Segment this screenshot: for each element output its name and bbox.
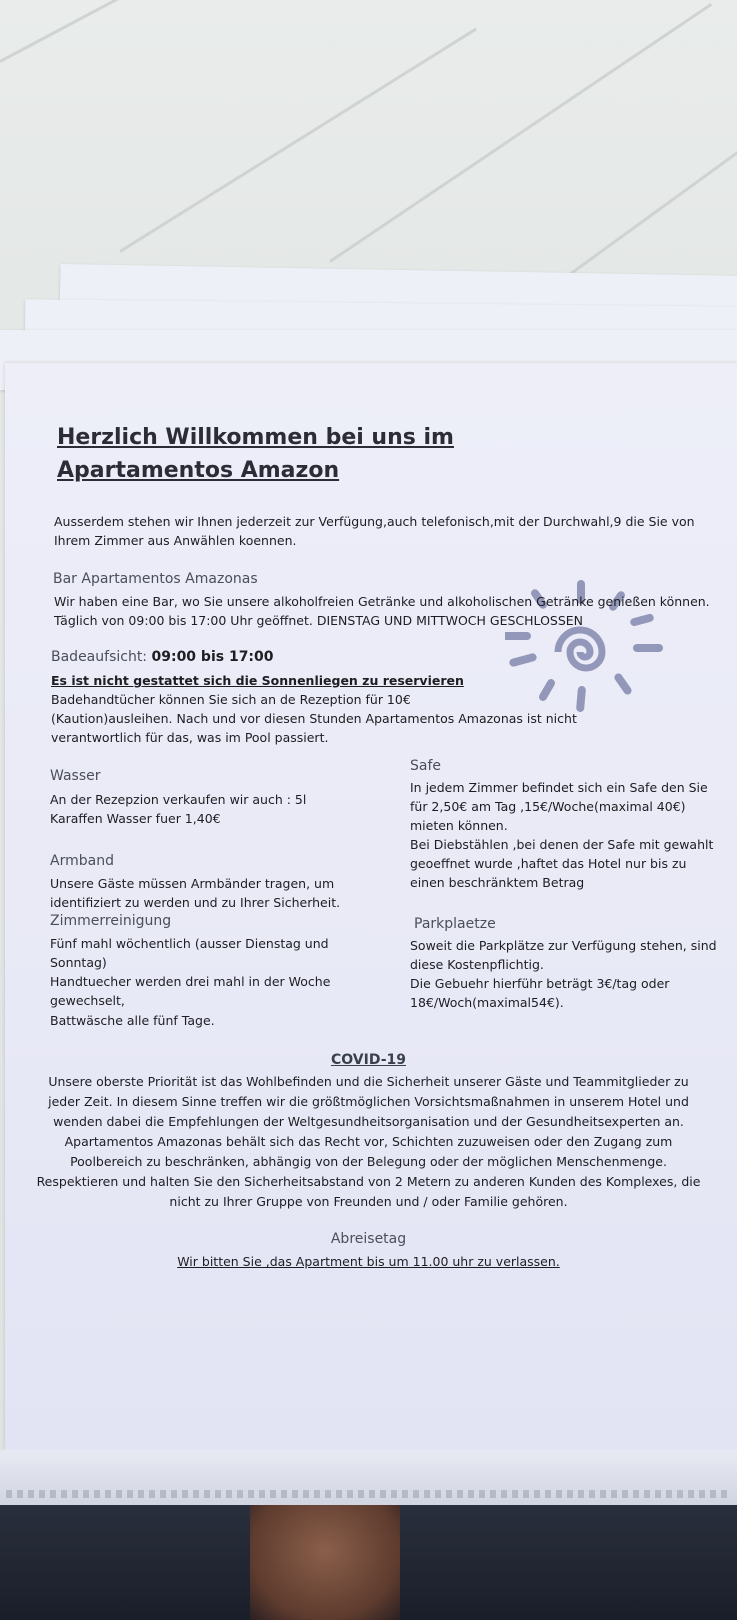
bade-hours: 09:00 bis 17:00 (151, 649, 274, 665)
plank-line (0, 0, 266, 63)
park-line2: diese Kostenpflichtig. (410, 957, 544, 972)
wasser-line1: An der Rezepzion verkaufen wir auch : 5l (50, 792, 307, 807)
safe-line4: Bei Diebstählen ,bei denen der Safe mit gewahlt (410, 837, 714, 852)
bade-warning: Es ist nicht gestattet sich die Sonnenliegen zu reservieren (51, 673, 464, 688)
safe-line3: mieten können. (410, 818, 508, 833)
park-line4: 18€/Woch(maximal54€). (410, 995, 564, 1010)
page-title-line1: Herzlich Willkommen bei uns im (57, 425, 454, 450)
armband-line1: Unsere Gäste müssen Armbänder tragen, um (50, 876, 335, 891)
armband-line2: identifiziert zu werden und zu Ihrer Sicherheit. (50, 895, 341, 910)
hand-shadow (250, 1505, 400, 1620)
page-title-line2: Apartamentos Amazon (57, 458, 340, 483)
covid-line: jeder Zeit. In diesem Sinne treffen wir die größtmöglichen Vorsichtsmaßnahmen in unserem Hotel und (48, 1094, 689, 1109)
bade-row (51, 649, 274, 665)
covid-line: Poolbereich zu beschränken, abhängig von der Belegung oder der möglichen Menschenmenge. (70, 1154, 667, 1169)
park-line3: Die Gebuehr hierführ beträgt 3€/tag oder (410, 976, 670, 991)
bade-line1: Badehandtücher können Sie sich an de Rezeption für 10€ (51, 692, 411, 707)
wasser-heading: Wasser (50, 768, 101, 784)
plastic-sleeve (0, 1450, 737, 1510)
covid-line: wenden dabei die Empfehlungen der Weltgesundheitsorganisation und der Gesundheitsexperten an. (53, 1114, 684, 1129)
park-line1: Soweit die Parkplätze zur Verfügung stehen, sind (410, 938, 717, 953)
safe-heading: Safe (410, 758, 442, 774)
bade-label: Badeaufsicht: (51, 649, 148, 665)
abreise-heading: Abreisetag (330, 1231, 407, 1247)
park-heading: Parkplaetze (414, 916, 496, 932)
covid-line: Respektieren und halten Sie den Sicherheitsabstand von 2 Metern zu anderen Kunden des Komplexes, die (36, 1174, 701, 1189)
bar-line2: Täglich von 09:00 bis 17:00 Uhr geöffnet. DIENSTAG UND MITTWOCH GESCHLOSSEN (54, 613, 584, 628)
bade-line2: (Kaution)ausleihen. Nach und vor diesen Stunden Apartamentos Amazonas ist nicht (51, 711, 577, 726)
zimmer-line2: Sonntag) (50, 955, 107, 970)
safe-line5: geoeffnet wurde ,haftet das Hotel nur bis zu (410, 856, 687, 871)
covid-line: nicht zu Ihrer Gruppe von Freunden und / oder Familie gehören. (169, 1194, 568, 1209)
covid-heading: COVID-19 (330, 1052, 407, 1068)
armband-heading: Armband (50, 853, 114, 869)
bar-heading: Bar Apartamentos Amazonas (53, 571, 258, 587)
safe-line1: In jedem Zimmer befindet sich ein Safe den Sie (410, 780, 708, 795)
sleeve-perforation (6, 1490, 731, 1498)
covid-line: Unsere oberste Priorität ist das Wohlbefinden und die Sicherheit unserer Gäste und Teammitglieder zu (48, 1074, 689, 1089)
plank-line (119, 28, 477, 253)
covid-line: Apartamentos Amazonas behält sich das Recht vor, Schichten zuzuweisen oder den Zugang zum (64, 1134, 673, 1149)
safe-line2: für 2,50€ am Tag ,15€/Woche(maximal 40€) (410, 799, 686, 814)
safe-line6: einen beschränktem Betrag (410, 875, 585, 890)
zimmer-line3: Handtuecher werden drei mahl in der Woche (50, 974, 331, 989)
plank-line (329, 3, 712, 263)
intro-line2: Ihrem Zimmer aus Anwählen koennen. (54, 533, 297, 548)
wasser-line2: Karaffen Wasser fuer 1,40€ (50, 811, 221, 826)
zimmer-line5: Battwäsche alle fünf Tage. (50, 1013, 215, 1028)
plank-line (559, 104, 737, 283)
zimmer-heading: Zimmerreinigung (50, 913, 172, 929)
abreise-line1: Wir bitten Sie ,das Apartment bis um 11.00 uhr zu verlassen. (177, 1254, 560, 1269)
bar-line1: Wir haben eine Bar, wo Sie unsere alkoholfreien Getränke und alkoholischen Getränke genießen können. (54, 594, 710, 609)
intro-line1: Ausserdem stehen wir Ihnen jederzeit zur Verfügung,auch telefonisch,mit der Durchwahl,9 die Sie von (54, 514, 695, 529)
bade-line3: verantwortlich für das, was im Pool passiert. (51, 730, 329, 745)
zimmer-line4: gewechselt, (50, 993, 125, 1008)
zimmer-line1: Fünf mahl wöchentlich (ausser Dienstag und (50, 936, 329, 951)
